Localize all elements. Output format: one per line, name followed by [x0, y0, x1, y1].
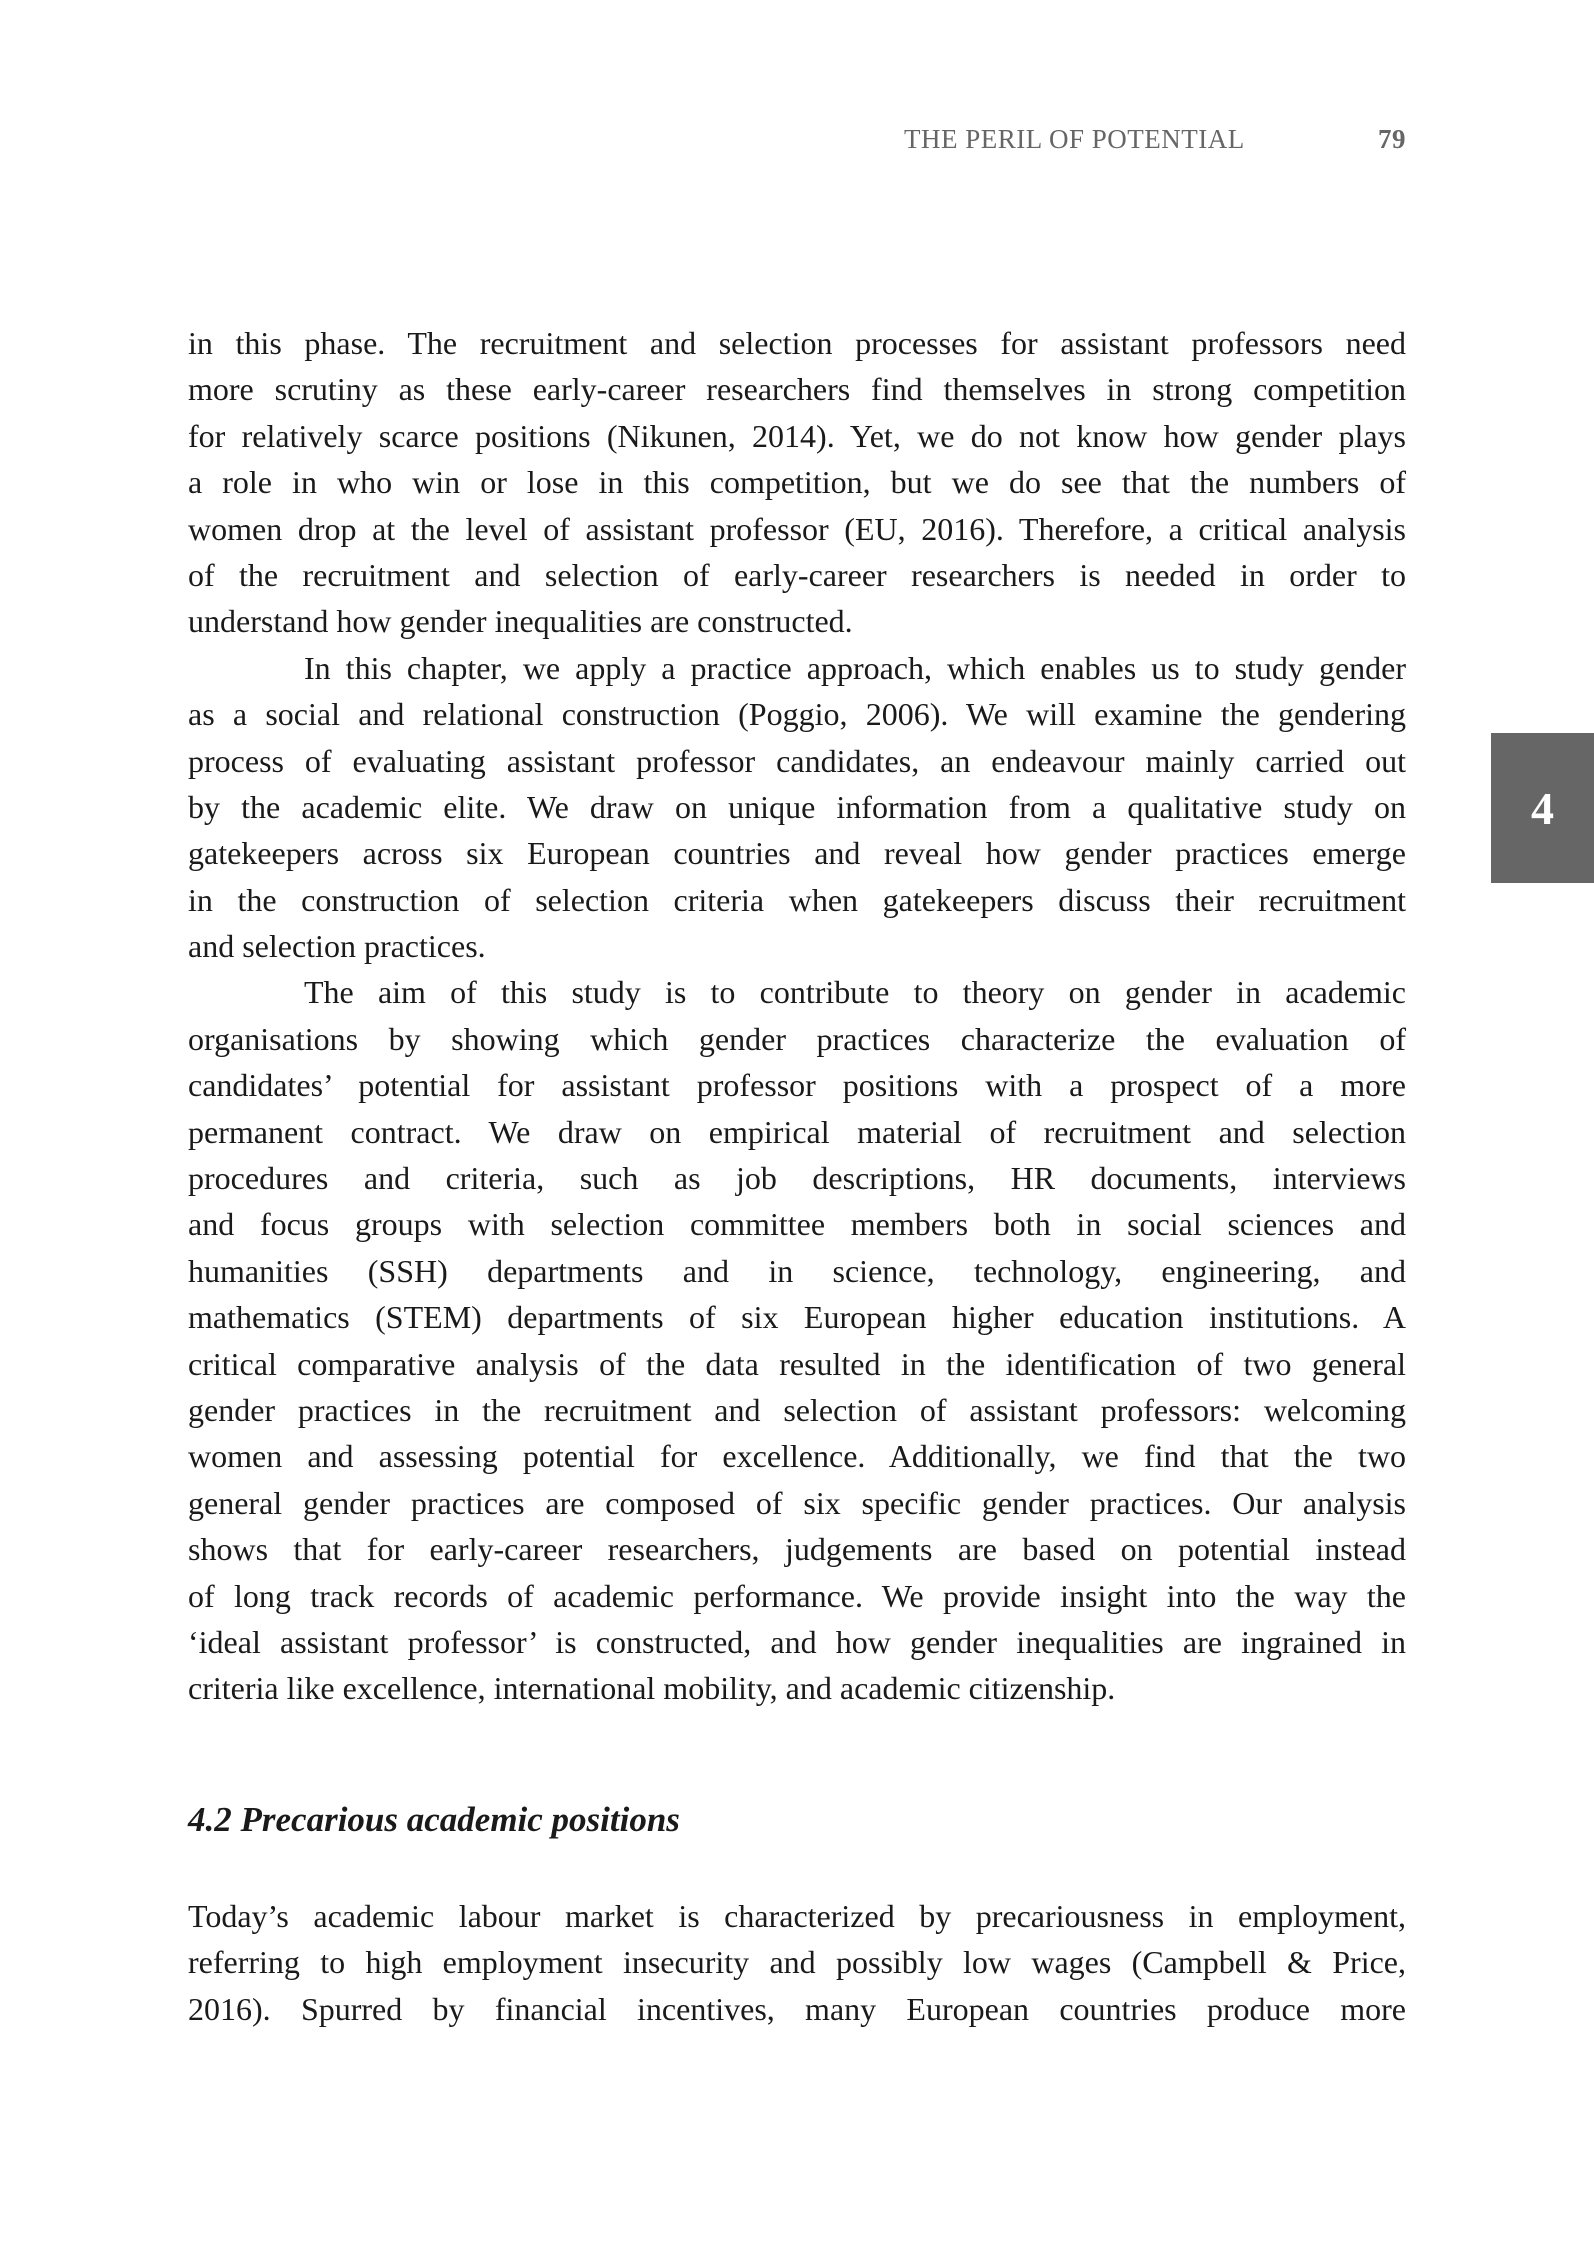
text-line: humanities (SSH) departments and in science, technology, engineering, and	[188, 1252, 1406, 1289]
body-text	[188, 320, 1406, 1712]
text-line: general gender practices are composed of six specific gender practices. Our analysis	[188, 1484, 1406, 1521]
text-line: for relatively scarce positions (Nikunen, 2014). Yet, we do not know how gender plays	[188, 417, 1406, 454]
text-line: as a social and relational construction (Poggio, 2006). We will examine the gendering	[188, 696, 1406, 733]
section-paragraph	[188, 1893, 1406, 2032]
text-line: in the construction of selection criteria when gatekeepers discuss their recruitment	[188, 881, 1406, 918]
text-line: ‘ideal assistant professor’ is constructed, and how gender inequalities are ingrained in	[188, 1623, 1406, 1660]
page-number: 79	[1378, 124, 1406, 154]
text-line: and selection practices.	[188, 928, 486, 965]
paragraph	[188, 320, 1406, 645]
text-line: by the academic elite. We draw on unique information from a qualitative study on	[188, 788, 1406, 825]
text-line: more scrutiny as these early-career researchers find themselves in strong competition	[188, 371, 1406, 408]
text-line: The aim of this study is to contribute to theory on gender in academic	[304, 974, 1406, 1011]
text-line: a role in who win or lose in this competition, but we do see that the numbers of	[188, 464, 1406, 501]
text-line: organisations by showing which gender practices characterize the evaluation of	[188, 1020, 1406, 1057]
text-line: and focus groups with selection committee members both in social sciences and	[188, 1206, 1406, 1243]
text-line: process of evaluating assistant professor candidates, an endeavour mainly carried out	[188, 742, 1406, 779]
text-line: gatekeepers across six European countries and reveal how gender practices emerge	[188, 835, 1406, 872]
text-line: of the recruitment and selection of early-career researchers is needed in order to	[188, 556, 1406, 593]
text-line: critical comparative analysis of the data resulted in the identification of two general	[188, 1345, 1406, 1382]
text-line: candidates’ potential for assistant professor positions with a prospect of a more	[188, 1067, 1406, 1104]
text-line: procedures and criteria, such as job descriptions, HR documents, interviews	[188, 1160, 1406, 1197]
section-heading: 4.2 Precarious academic positions	[188, 1800, 680, 1839]
text-line: in this phase. The recruitment and selection processes for assistant professors need	[188, 325, 1406, 361]
running-head-title: THE PERIL OF POTENTIAL	[904, 124, 1245, 154]
text-line: women and assessing potential for excellence. Additionally, we find that the two	[188, 1438, 1406, 1475]
text-line: referring to high employment insecurity and possibly low wages (Campbell & Price,	[188, 1944, 1406, 1981]
text-line: shows that for early-career researchers, judgements are based on potential instead	[188, 1531, 1406, 1568]
text-line: understand how gender inequalities are constructed.	[188, 603, 853, 640]
paragraph	[188, 645, 1406, 970]
text-line: women drop at the level of assistant professor (EU, 2016). Therefore, a critical analysis	[188, 510, 1406, 547]
text-line: 2016). Spurred by financial incentives, many European countries produce more	[188, 1990, 1406, 2027]
text-line: gender practices in the recruitment and selection of assistant professors: welcoming	[188, 1391, 1406, 1428]
text-line: of long track records of academic performance. We provide insight into the way the	[188, 1577, 1406, 1614]
text-line: Today’s academic labour market is characterized by precariousness in employment,	[188, 1898, 1406, 1934]
text-line: criteria like excellence, international mobility, and academic citizenship.	[188, 1670, 1116, 1707]
paragraph	[188, 969, 1406, 1711]
text-line: mathematics (STEM) departments of six European higher education institutions. A	[188, 1299, 1406, 1336]
chapter-thumb-tab: 4	[1491, 733, 1594, 883]
text-line: In this chapter, we apply a practice approach, which enables us to study gender	[304, 649, 1406, 686]
text-line: permanent contract. We draw on empirical material of recruitment and selection	[188, 1113, 1406, 1150]
